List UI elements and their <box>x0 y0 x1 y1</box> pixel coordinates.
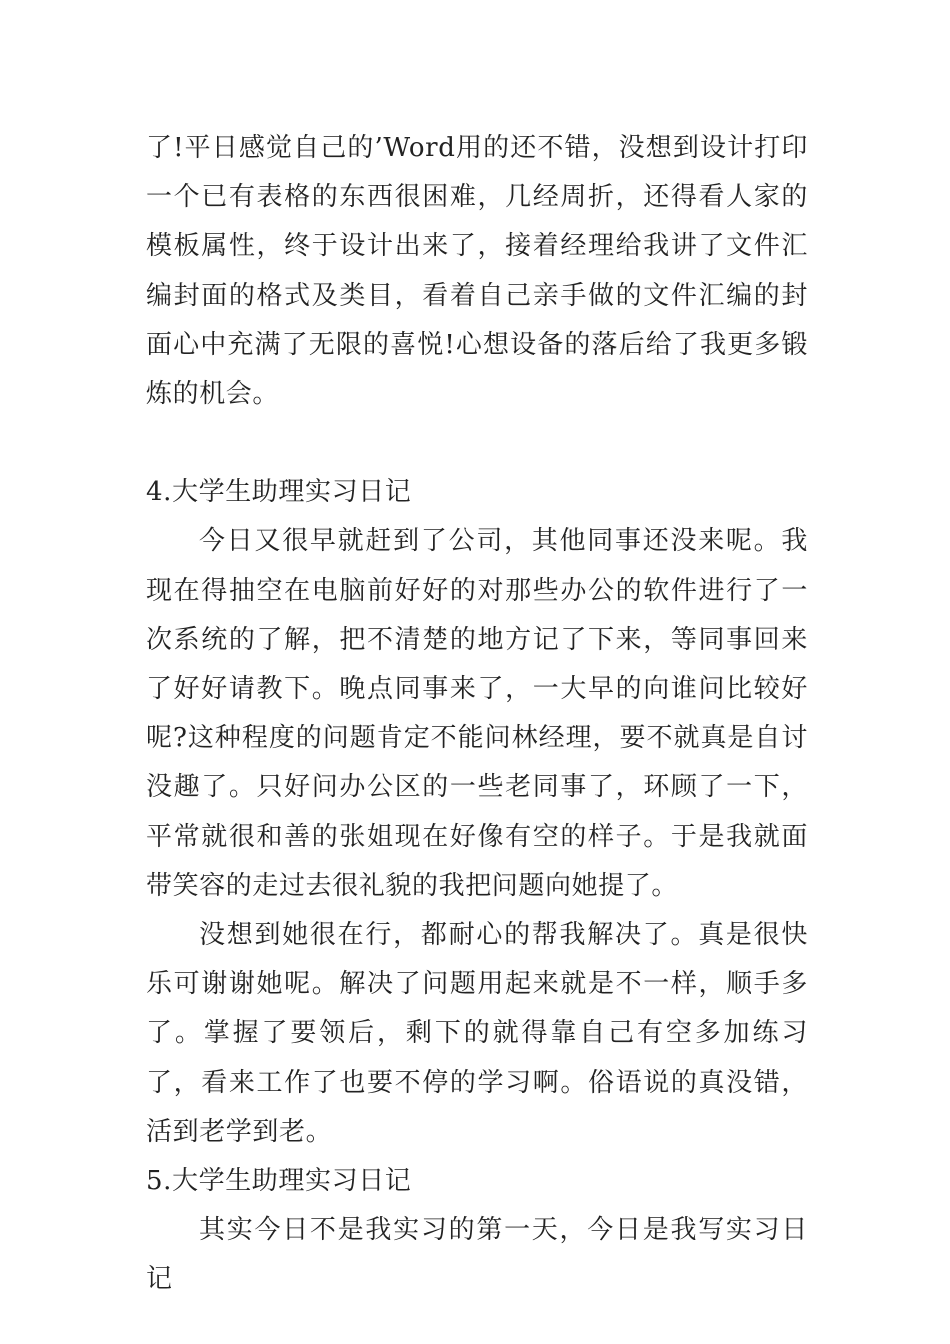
section-heading-4: 4.大学生助理实习日记 <box>146 477 412 508</box>
section-5-paragraph-1: 其实今日不是我实习的第一天，今日是我写实习日记 <box>146 1215 808 1295</box>
section-4-paragraph-1: 今日又很早就赶到了公司，其他同事还没来呢。我现在得抽空在电脑前好好的对那些办公的软件进行了一次系统的了解，把不清楚的地方记了下来，等同事回来了好好请教下。晚点同事来了，一大早的向谁问比较好呢?这种程度的问题肯定不能问林经理，要不就真是自讨没趣了。只好问办公区的一些老同事了，环顾了一下，平常就很和善的张姐现在好像有空的样子。于是我就面带笑容的走过去很礼貌的我把问题向她提了。 <box>146 526 808 901</box>
section-heading-5: 5.大学生助理实习日记 <box>146 1166 412 1197</box>
section-4-paragraph-2: 没想到她很在行，都耐心的帮我解决了。真是很快乐可谢谢她呢。解决了问题用起来就是不一样，顺手多了。掌握了要领后，剩下的就得靠自己有空多加练习了，看来工作了也要不停的学习啊。俗语说的真没错，活到老学到老。 <box>146 920 808 1147</box>
document-body <box>146 124 808 1305</box>
section-spacer <box>146 419 808 468</box>
intro-paragraph: 了!平日感觉自己的’Word用的还不错，没想到设计打印一个已有表格的东西很困难，几经周折，还得看人家的模板属性，终于设计出来了，接着经理给我讲了文件汇编封面的格式及类目，看着自己亲手做的文件汇编的封面心中充满了无限的喜悦!心想设备的落后给了我更多锻炼的机会。 <box>146 133 808 410</box>
